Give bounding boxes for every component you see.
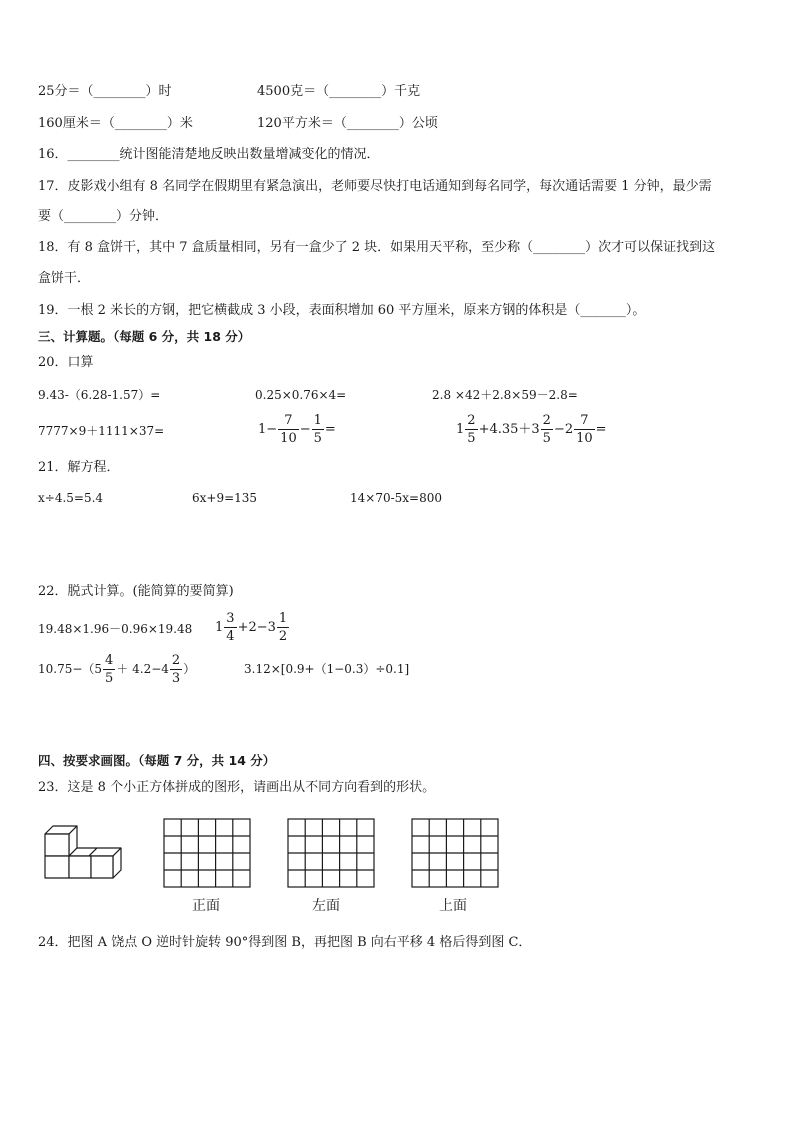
q20-expr-2: 0.25×0.76×4= bbox=[255, 388, 347, 402]
q20-expr-3: 2.8 ×42＋2.8×59－2.8= bbox=[432, 388, 578, 402]
q21-equation-3: 14×70-5x=800 bbox=[350, 491, 443, 505]
fraction: $\frac{7}{10}$ bbox=[280, 413, 297, 446]
question-17-line1: 17．皮影戏小组有 8 名同学在假期里有紧急演出，老师要尽快打电话通知到每名同学，每次通话需要 1 分钟，最少需 bbox=[38, 179, 712, 194]
question-24: 24．把图 A 饶点 O 逆时针旋转 90°得到图 B，再把图 B 向右平移 4 格后得到图 C． bbox=[38, 935, 532, 950]
section-4-heading: 四、按要求画图。（每题 7 分，共 14 分） bbox=[38, 753, 276, 768]
question-17-line2: 要（________）分钟． bbox=[38, 209, 169, 224]
fraction: $\frac{2}{5}$ bbox=[542, 413, 551, 446]
q20-expr-5: 1− $\frac{7}{10}$ − $\frac{1}{5}$ = bbox=[258, 413, 336, 446]
cube-stack-figure bbox=[40, 822, 126, 884]
left-view-grid[interactable] bbox=[287, 818, 375, 888]
q22-expr-4: 3.12×[0.9+（1−0.3）÷0.1] bbox=[244, 662, 410, 676]
label-front-view: 正面 bbox=[192, 898, 220, 914]
q21-equation-1: x÷4.5=5.4 bbox=[38, 491, 104, 505]
label-top-view: 上面 bbox=[439, 898, 467, 914]
label-left-view: 左面 bbox=[312, 898, 340, 914]
front-view-grid[interactable] bbox=[163, 818, 251, 888]
q20-expr-6: 1 $\frac{2}{5}$ +4.35＋3 $\frac{2}{5}$ −2 $\frac{7}{10}$ = bbox=[456, 413, 607, 446]
question-22-title: 22．脱式计算。(能简算的要简算) bbox=[38, 584, 234, 599]
question-23-title: 23．这是 8 个小正方体拼成的图形，请画出从不同方向看到的形状。 bbox=[38, 780, 436, 795]
question-18-line2: 盒饼干． bbox=[38, 271, 91, 286]
q22-expr-2: 1 $\frac{3}{4}$ +2−3 $\frac{1}{2}$ bbox=[215, 611, 288, 644]
fraction: $\frac{7}{10}$ bbox=[576, 413, 593, 446]
conv-item-hectares: 120平方米＝（________）公顷 bbox=[257, 116, 438, 131]
fraction: $\frac{4}{5}$ bbox=[105, 653, 114, 686]
q21-equation-2: 6x+9=135 bbox=[192, 491, 258, 505]
question-18-line1: 18．有 8 盒饼干，其中 7 盒质量相同，另有一盒少了 2 块．如果用天平称，至少称（________）次才可以保证找到这 bbox=[38, 240, 716, 255]
top-view-grid[interactable] bbox=[411, 818, 499, 888]
conv-item-kilograms: 4500克＝（________）千克 bbox=[257, 84, 421, 99]
fraction: $\frac{2}{5}$ bbox=[467, 413, 476, 446]
question-16: 16．________统计图能清楚地反映出数量增减变化的情况． bbox=[38, 147, 380, 162]
fraction: $\frac{3}{4}$ bbox=[226, 611, 235, 644]
q20-expr-4: 7777×9＋1111×37= bbox=[38, 424, 165, 438]
fraction: $\frac{1}{2}$ bbox=[278, 611, 288, 644]
q22-expr-3: 10.75−（5 $\frac{4}{5}$ ＋ 4.2−4 $\frac{2}{3}$ ） bbox=[38, 653, 196, 686]
q20-expr-1: 9.43-（6.28-1.57）= bbox=[38, 388, 161, 402]
question-20-title: 20．口算 bbox=[38, 355, 94, 370]
q22-expr-1: 19.48×1.96－0.96×19.48 bbox=[38, 622, 193, 636]
fraction: $\frac{2}{3}$ bbox=[171, 653, 181, 686]
fraction: $\frac{1}{5}$ bbox=[313, 413, 322, 446]
conv-item-meters: 160厘米＝（________）米 bbox=[38, 116, 193, 131]
question-19: 19．一根 2 米长的方钢，把它横截成 3 小段，表面积增加 60 平方厘米，原来方钢的体积是（_______）。 bbox=[38, 303, 646, 318]
section-3-heading: 三、计算题。（每题 6 分，共 18 分） bbox=[38, 329, 251, 344]
question-21-title: 21．解方程． bbox=[38, 460, 120, 475]
conv-item-hours: 25分＝（________）时 bbox=[38, 84, 172, 99]
